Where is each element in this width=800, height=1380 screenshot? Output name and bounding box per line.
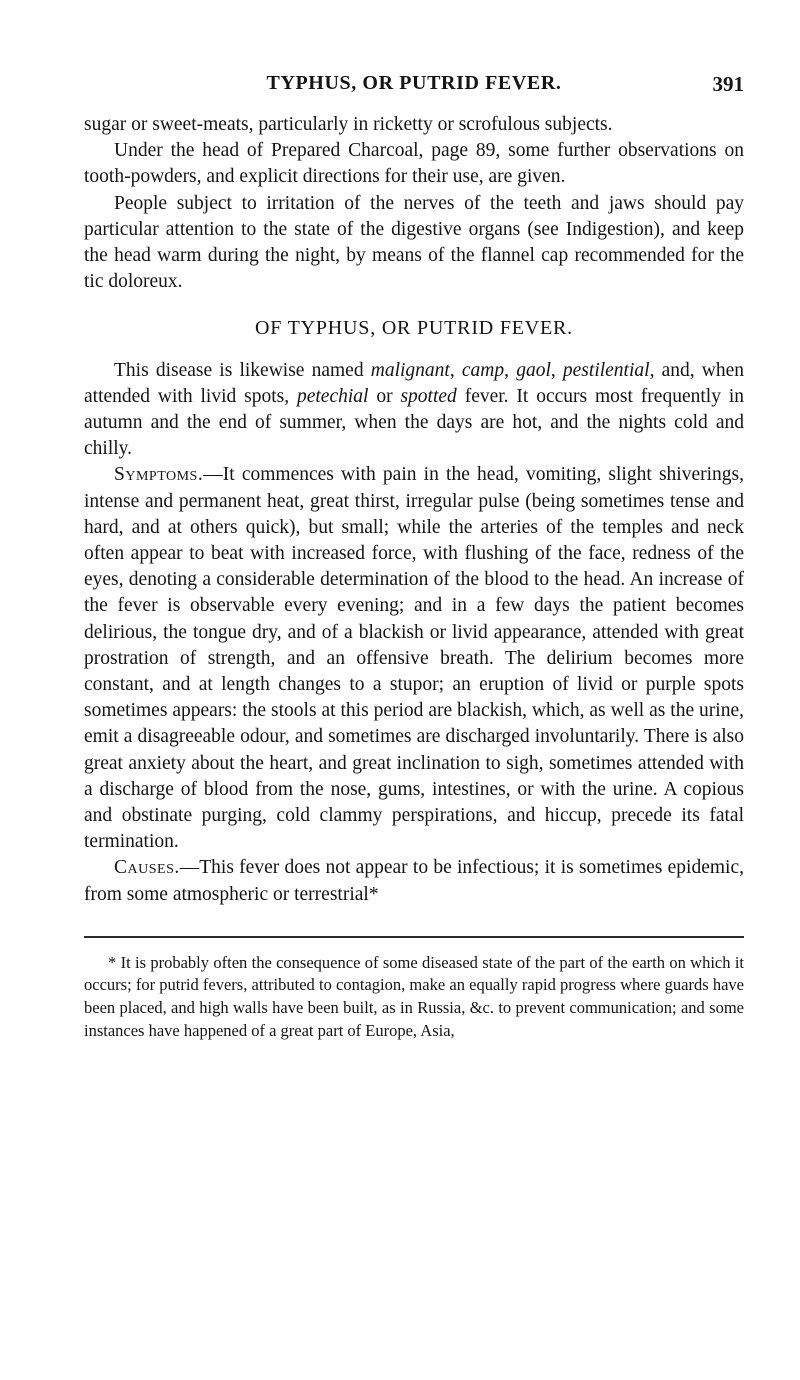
- intro-text-1: This disease is likewise named: [114, 359, 371, 381]
- footnote-rule: [84, 936, 744, 938]
- term-pestilential: pestilential: [562, 359, 650, 381]
- symptoms-label: Symptoms.: [114, 464, 204, 486]
- term-petechial: petechial: [296, 385, 369, 407]
- page-number: 391: [712, 72, 744, 96]
- intro-paragraph: [84, 358, 744, 463]
- nerves-paragraph: People subject to irritation of the nerves of the teeth and jaws should pay particular attention to the state of the digestive organs (see Indigestion), and keep the head warm during the night, by means of the flannel cap recommended for the tic doloreux.: [84, 192, 744, 293]
- intro-text-6: or: [368, 385, 401, 407]
- term-camp: camp: [461, 359, 505, 381]
- term-malignant: malignant: [370, 359, 450, 381]
- causes-text: —This fever does not appear to be infectious; it is sometimes epidemic, from some atmospheric or terrestrial*: [84, 857, 744, 905]
- running-title: TYPHUS, OR PUTRID FEVER.: [266, 72, 562, 94]
- symptoms-paragraph: [84, 462, 744, 855]
- intro-text-4: ,: [550, 359, 563, 381]
- intro-text-5: , and, when attended with livid spots,: [84, 359, 745, 407]
- intro-text-7: fever. It occurs most frequently in autumn and the end of summer, when the days are hot, and the nights cold and chilly.: [84, 385, 744, 460]
- footnote: * It is probably often the consequence of some diseased state of the part of the earth on which it occurs; for putrid fevers, attributed to contagion, make an equally rapid progress where guards have been placed, and high walls have been built, as in Russia, &c. to prevent communication; and some instances have happened of a great part of Europe, Asia,: [84, 952, 744, 1040]
- causes-label: Causes.: [114, 857, 180, 879]
- intro-text-3: ,: [504, 359, 517, 381]
- running-head: [84, 68, 744, 98]
- book-page: [84, 68, 744, 1042]
- causes-paragraph: [84, 855, 744, 907]
- term-spotted: spotted: [400, 385, 457, 407]
- body-text: [84, 112, 744, 908]
- section-heading: OF TYPHUS, OR PUTRID FEVER.: [255, 317, 573, 340]
- term-gaol: gaol: [516, 359, 551, 381]
- symptoms-text: —It commences with pain in the head, vomiting, slight shiverings, intense and permanent heat, great thirst, irregular pulse (being sometimes tense and hard, and at others quick), but small; while the arteries of the temples and neck often appear to beat with increased force, with flushing of the face, redness of the eyes, denoting a considerable determination of the blood to the head. An increase of the fever is observable every evening; and in a few days the patient becomes delirious, the tongue dry, and of a blackish or livid appearance, attended with great prostration of strength, and an offensive breath. The delirium becomes more constant, and at length changes to a stupor; an eruption of livid or purple spots sometimes appears: the stools at this period are blackish, which, as well as the urine, emit a disagreeable odour, and sometimes are discharged involuntarily. There is also great anxiety about the heart, and great inclination to sigh, sometimes attended with a discharge of blood from the nose, gums, intestines, or with the urine. A copious and obstinate purging, cold clammy perspirations, and hiccup, precede its fatal termination.: [84, 464, 744, 853]
- carryover-paragraph: sugar or sweet-meats, particularly in ricketty or scrofulous subjects.: [84, 114, 613, 135]
- charcoal-paragraph: Under the head of Prepared Charcoal, page 89, some further observations on tooth-powders, and explicit directions for their use, are given.: [84, 140, 744, 188]
- intro-text-2: ,: [449, 359, 462, 381]
